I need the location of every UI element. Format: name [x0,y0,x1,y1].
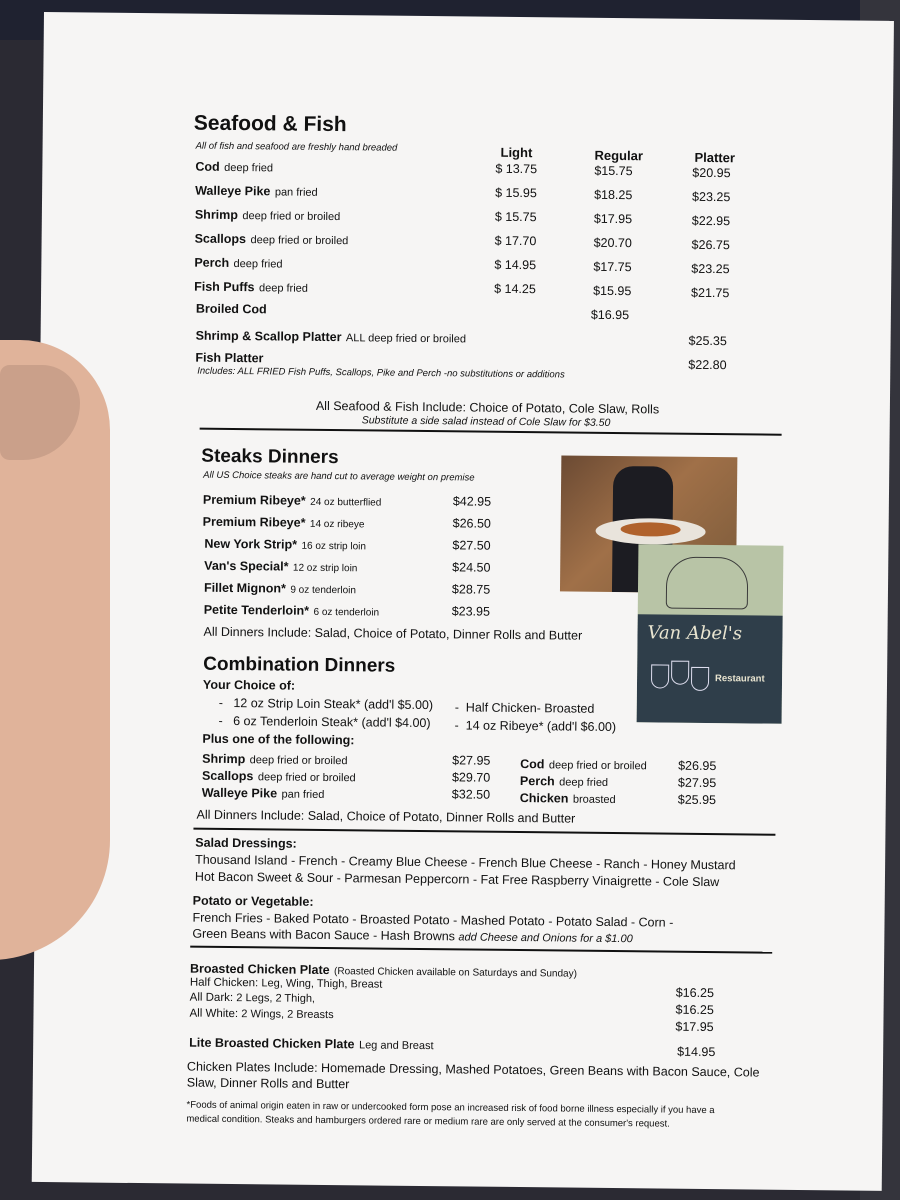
seafood-title: Seafood & Fish [193,111,347,137]
chicken-title: Broasted Chicken Plate (Roasted Chicken available on Saturdays and Sunday) [189,961,578,980]
combo-right-item: Chicken broasted [519,791,616,807]
price-regular: $18.25 [594,187,633,203]
combination-include-line: All Dinners Include: Salad, Choice of Potato, Dinner Rolls and Butter [196,807,576,826]
combo-right-item: Cod deep fried or broiled [520,757,647,773]
chicken-row: All White: 2 Wings, 2 Breasts [189,1007,334,1022]
price-platter: $22.95 [691,213,731,229]
dressings-title: Salad Dressings: [195,835,297,851]
price-regular: $16.95 [590,307,630,323]
price-regular: $15.75 [594,163,633,179]
price-platter: $22.80 [688,357,727,373]
steak-item: Premium Ribeye* 24 oz butterflied [202,492,382,509]
steak-price: $42.95 [452,494,492,509]
fish-platter-note: Includes: ALL FRIED Fish Puffs, Scallops, Pike and Perch -no substitutions or additions [197,365,565,381]
divider [193,828,775,836]
seafood-item-fish-puffs: Fish Puffs deep fried [194,279,308,295]
steak-price: $27.50 [452,538,491,553]
chicken-price: $16.25 [675,985,715,1001]
price-platter: $26.75 [691,237,730,253]
potato-line1: French Fries - Baked Potato - Broasted Potato - Mashed Potato - Potato Salad - Corn - [192,910,674,930]
chicken-price: $16.25 [675,1002,714,1018]
combo-left-price: $27.95 [452,753,491,768]
steak-price: $26.50 [452,516,491,531]
seafood-item-shrimp-scallop-platter: Shrimp & Scallop Platter ALL deep fried or broiled [195,328,467,346]
menu-page [32,12,894,1191]
restaurant-name: Van Abel's [647,622,743,645]
seafood-item-cod: Cod deep fried [195,159,274,175]
combo-left-price: $29.70 [451,770,491,785]
seafood-item-perch: Perch deep fried [194,255,283,271]
combo-right-price: $25.95 [677,792,717,808]
chicken-include-line1: Chicken Plates Include: Homemade Dressing, Mashed Potatoes, Green Beans with Bacon Sauce, Cole [186,1059,760,1080]
combo-left-item: Walleye Pike pan fried [201,785,325,801]
divider [190,946,772,954]
col-header-regular: Regular [594,147,644,164]
steaks-note: All US Choice steaks are hand cut to average weight on premise [203,469,475,484]
choice-right-1: - Half Chicken- Broasted [454,700,595,716]
disclaimer-line2: medical condition. Steaks and hamburgers ordered rare or medium rare are only served at the consumer's request. [186,1113,670,1130]
price-light: $ 14.25 [494,281,536,297]
steak-price: $24.50 [452,560,491,575]
price-light: $ 17.70 [494,233,537,249]
price-light: $ 15.75 [494,209,537,225]
restaurant-sub: Restaurant [714,673,765,685]
steak-item: Petite Tenderloin* 6 oz tenderloin [203,602,380,619]
steak-price: $28.75 [451,582,491,597]
potato-title: Potato or Vegetable: [192,893,314,909]
seafood-item-walleye: Walleye Pike pan fried [195,183,318,199]
col-header-platter: Platter [694,149,736,166]
steak-price: $23.95 [451,604,491,619]
steak-item: Premium Ribeye* 14 oz ribeye [202,514,365,531]
price-regular: $15.95 [593,283,632,299]
price-platter: $25.35 [688,333,727,349]
chicken-include-line2: Slaw, Dinner Rolls and Butter [186,1075,350,1092]
price-light: $ 15.95 [495,185,537,201]
chicken-row: Half Chicken: Leg, Wing, Thigh, Breast [189,976,383,991]
dressings-line1: Thousand Island - French - Creamy Blue Cheese - French Blue Cheese - Ranch - Honey Mustard [195,852,736,873]
price-platter: $21.75 [691,285,730,301]
chicken-row: All Dark: 2 Legs, 2 Thigh, [189,991,316,1005]
combination-title: Combination Dinners [203,653,396,677]
restaurant-card-image [637,544,784,724]
combo-left-item: Shrimp deep fried or broiled [202,751,348,768]
choice-right-2: - 14 oz Ribeye* (add'l $6.00) [454,718,617,735]
price-regular: $20.70 [593,235,632,251]
disclaimer-line1: *Foods of animal origin eaten in raw or undercooked form pose an increased risk of food borne illness especially if you have a [186,1099,715,1117]
steaks-include-line: All Dinners Include: Salad, Choice of Potato, Dinner Rolls and Butter [203,624,583,643]
chicken-price: $17.95 [675,1019,714,1035]
combo-right-item: Perch deep fried [519,774,609,789]
seafood-item-fish-platter: Fish Platter [195,350,264,366]
lite-chicken-title: Lite Broasted Chicken Plate Leg and Breast [189,1035,434,1053]
combo-left-price: $32.50 [451,787,491,802]
steak-item: Fillet Mignon* 9 oz tenderloin [203,580,357,597]
choice-label: Your Choice of: [202,677,296,693]
potato-line2: Green Beans with Bacon Sauce - Hash Browns add Cheese and Onions for a $1.00 [192,926,633,946]
seafood-include-line: All Seafood & Fish Include: Choice of Potato, Cole Slaw, Rolls [315,398,660,417]
seafood-item-shrimp: Shrimp deep fried or broiled [194,207,341,224]
price-platter: $23.25 [691,261,730,277]
steaks-title: Steaks Dinners [201,445,339,469]
price-platter: $20.95 [692,165,731,181]
plus-label: Plus one of the following: [202,731,355,748]
divider [200,428,782,436]
price-regular: $17.75 [593,259,632,275]
choice-left-2: - 6 oz Tenderloin Steak* (add'l $4.00) [218,713,431,731]
combo-right-price: $26.95 [678,758,717,774]
steak-item: Van's Special* 12 oz strip loin [204,558,358,575]
seafood-substitute-line: Substitute a side salad instead of Cole Slaw for $3.50 [361,414,611,429]
lite-chicken-price: $14.95 [677,1044,716,1060]
dressings-line2: Hot Bacon Sweet & Sour - Parmesan Peppercorn - Fat Free Raspberry Vinaigrette - Cole Slaw [194,869,720,890]
price-regular: $17.95 [593,211,633,227]
steak-item: New York Strip* 16 oz strip loin [204,536,367,553]
col-header-light: Light [500,144,533,161]
seafood-item-broiled-cod: Broiled Cod [195,301,267,317]
price-platter: $23.25 [692,189,731,205]
combo-right-price: $27.95 [677,775,717,791]
combo-left-item: Scallops deep fried or broiled [201,768,356,785]
choice-left-1: - 12 oz Strip Loin Steak* (add'l $5.00) [218,695,434,713]
price-light: $ 14.95 [494,257,537,273]
price-light: $ 13.75 [495,161,538,177]
seafood-note: All of fish and seafood are freshly hand breaded [195,140,398,154]
seafood-item-scallops: Scallops deep fried or broiled [194,231,349,248]
